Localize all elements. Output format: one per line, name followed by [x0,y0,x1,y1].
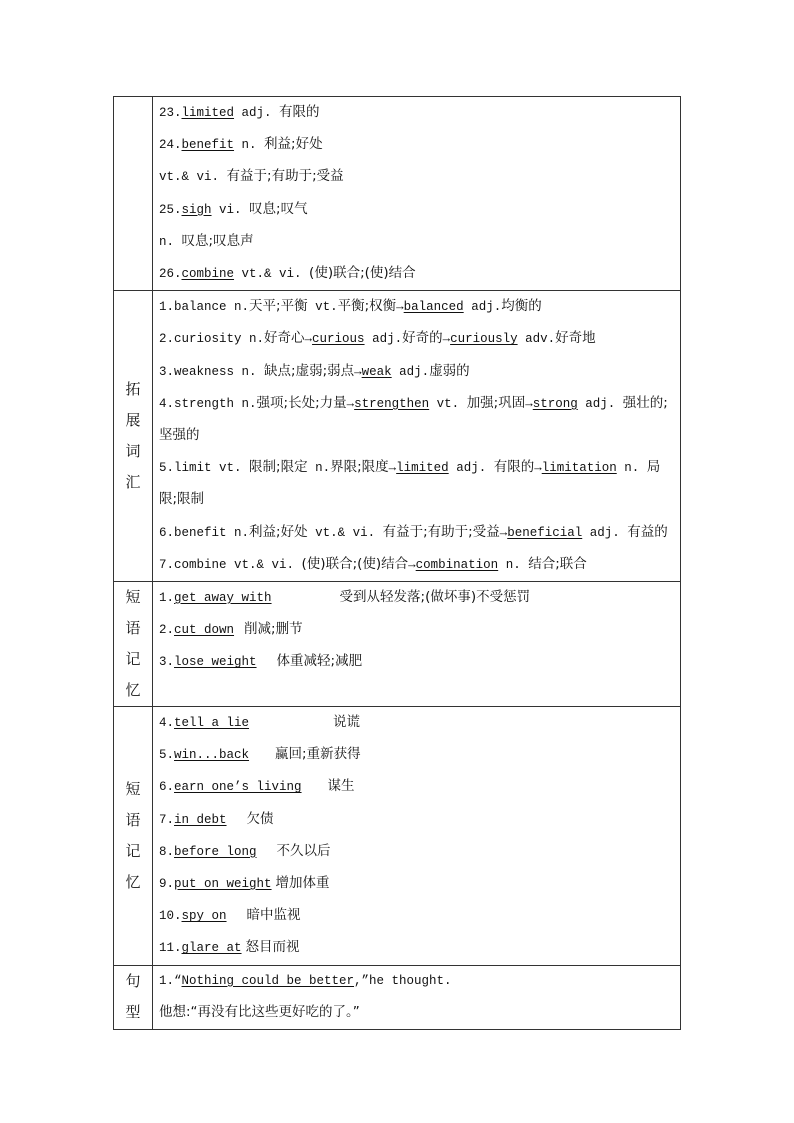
entry-text: 3.weakness n. [159,364,265,379]
entry-text: → [346,396,355,411]
definition-text: 他想:“再没有比这些更好吃的了。” [159,1003,360,1020]
entry-line [159,804,676,836]
answer-blank: tell a lie [174,716,250,731]
entry-line [159,549,676,581]
entry-text: n. [498,557,529,572]
entry-line [159,646,676,678]
entry-text: adj. [577,396,623,411]
section-label: 拓 展 词 汇 [114,291,153,582]
entry-line [159,452,676,516]
answer-blank: before long [174,844,257,859]
entry-line [159,97,676,129]
entry-line [159,129,676,161]
entry-text: 8. [159,844,175,859]
answer-blank: limited [181,106,235,120]
entry-text: → [408,557,416,572]
entry-text: adj. [391,364,430,379]
answer-blank: put on weight [174,877,272,892]
definition-text: 受到从轻发落;(做坏事)不受惩罚 [339,589,531,606]
entry-text: 4. [159,716,175,731]
section-content [153,291,681,582]
answer-blank: strengthen [354,396,430,411]
entry-text: 25. [159,202,182,217]
answer-blank: sigh [181,202,212,217]
definition-text: 叹息;叹气 [249,200,308,217]
definition-text: 界限;限度 [330,459,389,476]
entry-text: vt. [429,396,467,411]
entry-text: 1. [159,591,175,606]
entry-text: → [534,461,542,476]
entry-text: 2. [159,623,175,638]
section-content [153,707,681,966]
definition-text: 不久以后 [276,842,331,859]
answer-blank: weak [361,364,392,379]
definition-text: 缺点;虚弱;弱点 [264,362,355,379]
answer-blank: glare at [181,941,242,956]
answer-blank: benefit [181,138,235,153]
entry-text: → [499,525,508,540]
entry-line [159,517,676,549]
answer-blank: win...back [174,748,250,763]
entry-text: vi. [211,202,250,217]
entry-text: n. [307,461,331,476]
entry-text: 1.“ [159,973,182,988]
answer-blank: curious [312,332,365,347]
answer-blank: balanced [403,300,464,315]
definition-text: 有益的 [627,523,668,540]
section-row [114,582,681,707]
entry-text: 7. [159,812,175,827]
entry-text: n. [616,461,647,476]
section-row [114,965,681,1029]
section-row [114,97,681,291]
entry-text: n. [234,138,265,153]
vocabulary-table [113,96,681,1030]
entry-text: → [354,364,362,379]
definition-text: 均衡的 [501,298,542,315]
definition-text: 好奇地 [555,330,596,347]
definition-text: 谋生 [327,778,355,795]
entry-line [159,161,676,193]
definition-text: 加强;巩固 [466,394,526,411]
entry-text: vt.& vi. [159,170,227,185]
answer-blank: combination [415,557,499,572]
entry-line [159,932,676,964]
definition-text: 欠债 [246,810,274,827]
section-row [114,707,681,966]
definition-text: 赢回;重新获得 [275,746,361,763]
definition-text: 削减;删节 [244,621,303,638]
answer-blank: in debt [174,812,227,827]
entry-line [159,194,676,226]
entry-line [159,966,676,997]
entry-text: ,”he thought. [354,973,452,988]
answer-blank: combine [181,267,235,282]
entry-text: adv. [517,332,556,347]
entry-text: 23. [159,106,182,120]
definition-text: 说谎 [333,714,361,731]
entry-text: 2.curiosity n. [159,332,265,347]
definition-text: 体重减轻;减肥 [276,653,363,670]
entry-text: 24. [159,138,182,153]
entry-line [159,997,676,1029]
section-content [153,582,681,707]
section-label: 短 语 记 忆 [114,582,153,707]
entry-text: adj. [364,332,403,347]
answer-blank: Nothing could be better [181,973,355,988]
definition-text: 虚弱的 [429,362,470,379]
answer-blank: beneficial [507,525,583,540]
definition-text: 结合;联合 [528,555,587,572]
definition-text: 强项;长处;力量 [256,394,347,411]
definition-text: 平衡;权衡 [337,298,397,315]
definition-text: 利益;好处 [264,136,323,153]
answer-blank: curiously [450,332,518,347]
definition-text: 局限;限制 [159,459,661,508]
entry-text: vt.& vi. [234,267,310,282]
entry-line [159,226,676,258]
entry-text: 10. [159,909,182,924]
entry-line [159,258,676,290]
entry-text: 3. [159,655,175,670]
entry-line [159,900,676,932]
entry-line [159,868,676,900]
definition-text: 天平;平衡 [249,298,308,315]
entry-text: → [304,332,313,347]
answer-blank: earn one’s living [174,780,302,795]
entry-line [159,388,676,452]
definition-text: 暗中监视 [246,907,301,924]
entry-line [159,771,676,803]
entry-text: 6. [159,780,175,795]
definition-text: 利益;好处 [249,523,308,540]
entry-text: vt.& vi. [307,525,383,540]
entry-line [159,582,676,614]
entry-text: → [388,461,397,476]
entry-text: adj. [234,106,280,120]
definition-text: 有益于;有助于;受益 [226,168,344,185]
section-content [153,97,681,291]
definition-text: 限制;限定 [249,459,308,476]
entry-text: n. [159,234,182,249]
definition-text: 好奇的 [402,330,443,347]
definition-text: 增加体重 [275,875,330,892]
entry-text: 11. [159,941,182,956]
section-label: 句 型 [114,965,153,1029]
entry-text: → [525,396,533,411]
entry-text: vt. [307,300,338,315]
answer-blank: limited [396,461,449,476]
definition-text: 好奇心 [264,330,305,347]
section-row [114,291,681,582]
answer-blank: strong [532,396,578,411]
answer-blank: lose weight [174,655,257,670]
entry-text: → [396,300,404,315]
definition-text: (使)联合;(使)结合 [301,555,409,572]
entry-line [159,739,676,771]
entry-text: adj. [463,300,502,315]
entry-text: 5. [159,748,175,763]
entry-line [159,707,676,739]
answer-blank: cut down [174,623,235,638]
entry-text: 26. [159,267,182,282]
entry-text: 1.balance n. [159,300,250,315]
section-label: 短 语 记 忆 [114,707,153,966]
definition-text: 有限的 [493,459,535,476]
entry-line [159,291,676,323]
entry-line [159,614,676,646]
definition-text: 叹息;叹息声 [181,232,254,249]
definition-text: (使)联合;(使)结合 [309,265,416,282]
entry-text: adj. [582,525,628,540]
section-content [153,965,681,1029]
entry-text: 7.combine vt.& vi. [159,557,302,572]
definition-text: 强壮的;坚强的 [159,394,668,444]
definition-text: 有限的 [279,104,320,120]
definition-text: 怒目而视 [245,939,300,956]
entry-line [159,836,676,868]
entry-text: 4.strength n. [159,396,257,411]
entry-text: adj. [448,461,494,476]
section-label [114,97,153,291]
entry-text: 6.benefit n. [159,525,250,540]
entry-text: → [442,332,451,347]
entry-text: 5.limit vt. [159,461,250,476]
definition-text: 有益于;有助于;受益 [382,523,500,540]
entry-line [159,356,676,388]
entry-line [159,323,676,355]
answer-blank: spy on [181,909,227,924]
answer-blank: get away with [174,591,272,606]
entry-text: 9. [159,877,175,892]
answer-blank: limitation [541,461,617,476]
